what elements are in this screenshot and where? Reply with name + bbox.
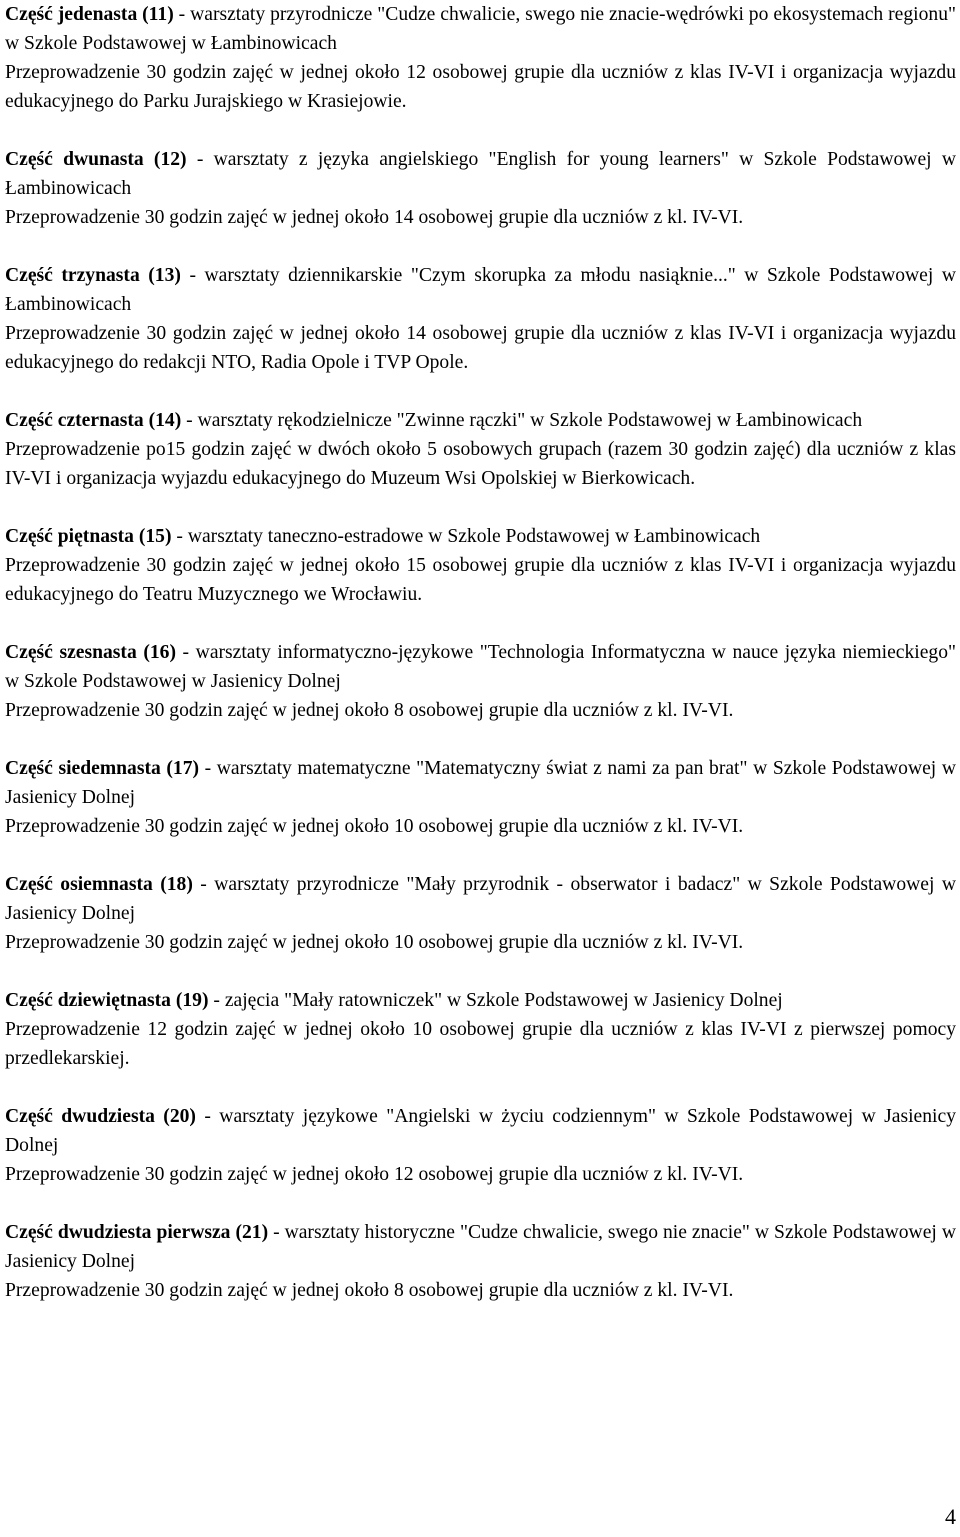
section-details: Przeprowadzenie 30 godzin zajęć w jednej około 14 osobowej grupie dla uczniów z klas IV-VI i organizacja wyjazdu edukacyjnego do redakcji NTO, Radia Opole i TVP Opole. <box>5 323 956 373</box>
section-label: Część czternasta (14) <box>5 410 182 431</box>
page-number: 4 <box>945 1504 956 1529</box>
section-heading <box>5 754 956 812</box>
section-heading <box>5 261 956 319</box>
section-title: - warsztaty dziennikarskie "Czym skorupka za młodu nasiąknie..." w Szkole Podstawowej w Łambinowicach <box>5 265 956 315</box>
section-details: Przeprowadzenie po15 godzin zajęć w dwóch około 5 osobowych grupach (razem 30 godzin zajęć) dla uczniów z klas IV-VI i organizacja wyjazdu edukacyjnego do Muzeum Wsi Opolskiej w Bierkowicach. <box>5 439 956 489</box>
section-16 <box>5 638 956 725</box>
section-18 <box>5 870 956 957</box>
section-details: Przeprowadzenie 30 godzin zajęć w jednej około 12 osobowej grupie dla uczniów z klas IV-VI i organizacja wyjazdu edukacyjnego do Parku Jurajskiego w Krasiejowie. <box>5 62 956 112</box>
section-heading <box>5 870 956 928</box>
section-title: - warsztaty językowe "Angielski w życiu codziennym" w Szkole Podstawowej w Jasienicy Dolnej <box>5 1106 956 1156</box>
section-heading <box>5 986 956 1015</box>
section-title: - zajęcia "Mały ratowniczek" w Szkole Podstawowej w Jasienicy Dolnej <box>208 990 783 1011</box>
section-12 <box>5 145 956 232</box>
section-label: Część osiemnasta (18) <box>5 874 193 895</box>
section-title: - warsztaty z języka angielskiego "English for young learners" w Szkole Podstawowej w Łambinowicach <box>5 149 956 199</box>
section-label: Część dwunasta (12) <box>5 149 187 170</box>
section-details: Przeprowadzenie 30 godzin zajęć w jednej około 15 osobowej grupie dla uczniów z klas IV-VI i organizacja wyjazdu edukacyjnego do Teatru Muzycznego we Wrocławiu. <box>5 555 956 605</box>
section-details: Przeprowadzenie 30 godzin zajęć w jednej około 10 osobowej grupie dla uczniów z kl. IV-VI. <box>5 932 744 953</box>
section-label: Część dwudziesta (20) <box>5 1106 196 1127</box>
section-heading <box>5 638 956 696</box>
section-details: Przeprowadzenie 30 godzin zajęć w jednej około 12 osobowej grupie dla uczniów z kl. IV-VI. <box>5 1164 744 1185</box>
section-title: - warsztaty informatyczno-językowe "Technologia Informatyczna w nauce języka niemieckiego" w Szkole Podstawowej w Jasienicy Dolnej <box>5 642 956 692</box>
section-20 <box>5 1102 956 1189</box>
section-label: Część szesnasta (16) <box>5 642 176 663</box>
section-label: Część dwudziesta pierwsza (21) <box>5 1222 269 1243</box>
section-label: Część dziewiętnasta (19) <box>5 990 209 1011</box>
section-details: Przeprowadzenie 30 godzin zajęć w jednej około 10 osobowej grupie dla uczniów z kl. IV-VI. <box>5 816 744 837</box>
section-title: - warsztaty historyczne "Cudze chwalicie, swego nie znacie" w Szkole Podstawowej w Jasienicy Dolnej <box>5 1222 956 1272</box>
section-heading <box>5 406 956 435</box>
section-label: Część trzynasta (13) <box>5 265 181 286</box>
section-heading <box>5 522 956 551</box>
section-heading <box>5 0 956 58</box>
section-17 <box>5 754 956 841</box>
section-title: - warsztaty przyrodnicze "Mały przyrodnik - obserwator i badacz" w Szkole Podstawowej w Jasienicy Dolnej <box>5 874 956 924</box>
section-details: Przeprowadzenie 12 godzin zajęć w jednej około 10 osobowej grupie dla uczniów z klas IV-VI z pierwszej pomocy przedlekarskiej. <box>5 1019 956 1069</box>
section-details: Przeprowadzenie 30 godzin zajęć w jednej około 14 osobowej grupie dla uczniów z kl. IV-VI. <box>5 207 744 228</box>
section-details: Przeprowadzenie 30 godzin zajęć w jednej około 8 osobowej grupie dla uczniów z kl. IV-VI. <box>5 1280 734 1301</box>
section-heading <box>5 1218 956 1276</box>
section-title: - warsztaty rękodzielnicze "Zwinne rączki" w Szkole Podstawowej w Łambinowicach <box>181 410 863 431</box>
section-13 <box>5 261 956 377</box>
section-title: - warsztaty przyrodnicze "Cudze chwalicie, swego nie znacie-wędrówki po ekosystemach regionu" w Szkole Podstawowej w Łambinowicach <box>5 4 957 54</box>
section-title: - warsztaty matematyczne "Matematyczny świat z nami za pan brat" w Szkole Podstawowej w Jasienicy Dolnej <box>5 758 956 808</box>
section-19 <box>5 986 956 1073</box>
section-heading <box>5 1102 956 1160</box>
section-21 <box>5 1218 956 1305</box>
section-15 <box>5 522 956 609</box>
section-details: Przeprowadzenie 30 godzin zajęć w jednej około 8 osobowej grupie dla uczniów z kl. IV-VI. <box>5 700 734 721</box>
document-page <box>5 0 956 1334</box>
section-11 <box>5 0 956 116</box>
section-label: Część jedenasta (11) <box>5 4 174 25</box>
section-title: - warsztaty taneczno-estradowe w Szkole Podstawowej w Łambinowicach <box>171 526 761 547</box>
section-14 <box>5 406 956 493</box>
section-label: Część piętnasta (15) <box>5 526 172 547</box>
section-label: Część siedemnasta (17) <box>5 758 200 779</box>
section-heading <box>5 145 956 203</box>
